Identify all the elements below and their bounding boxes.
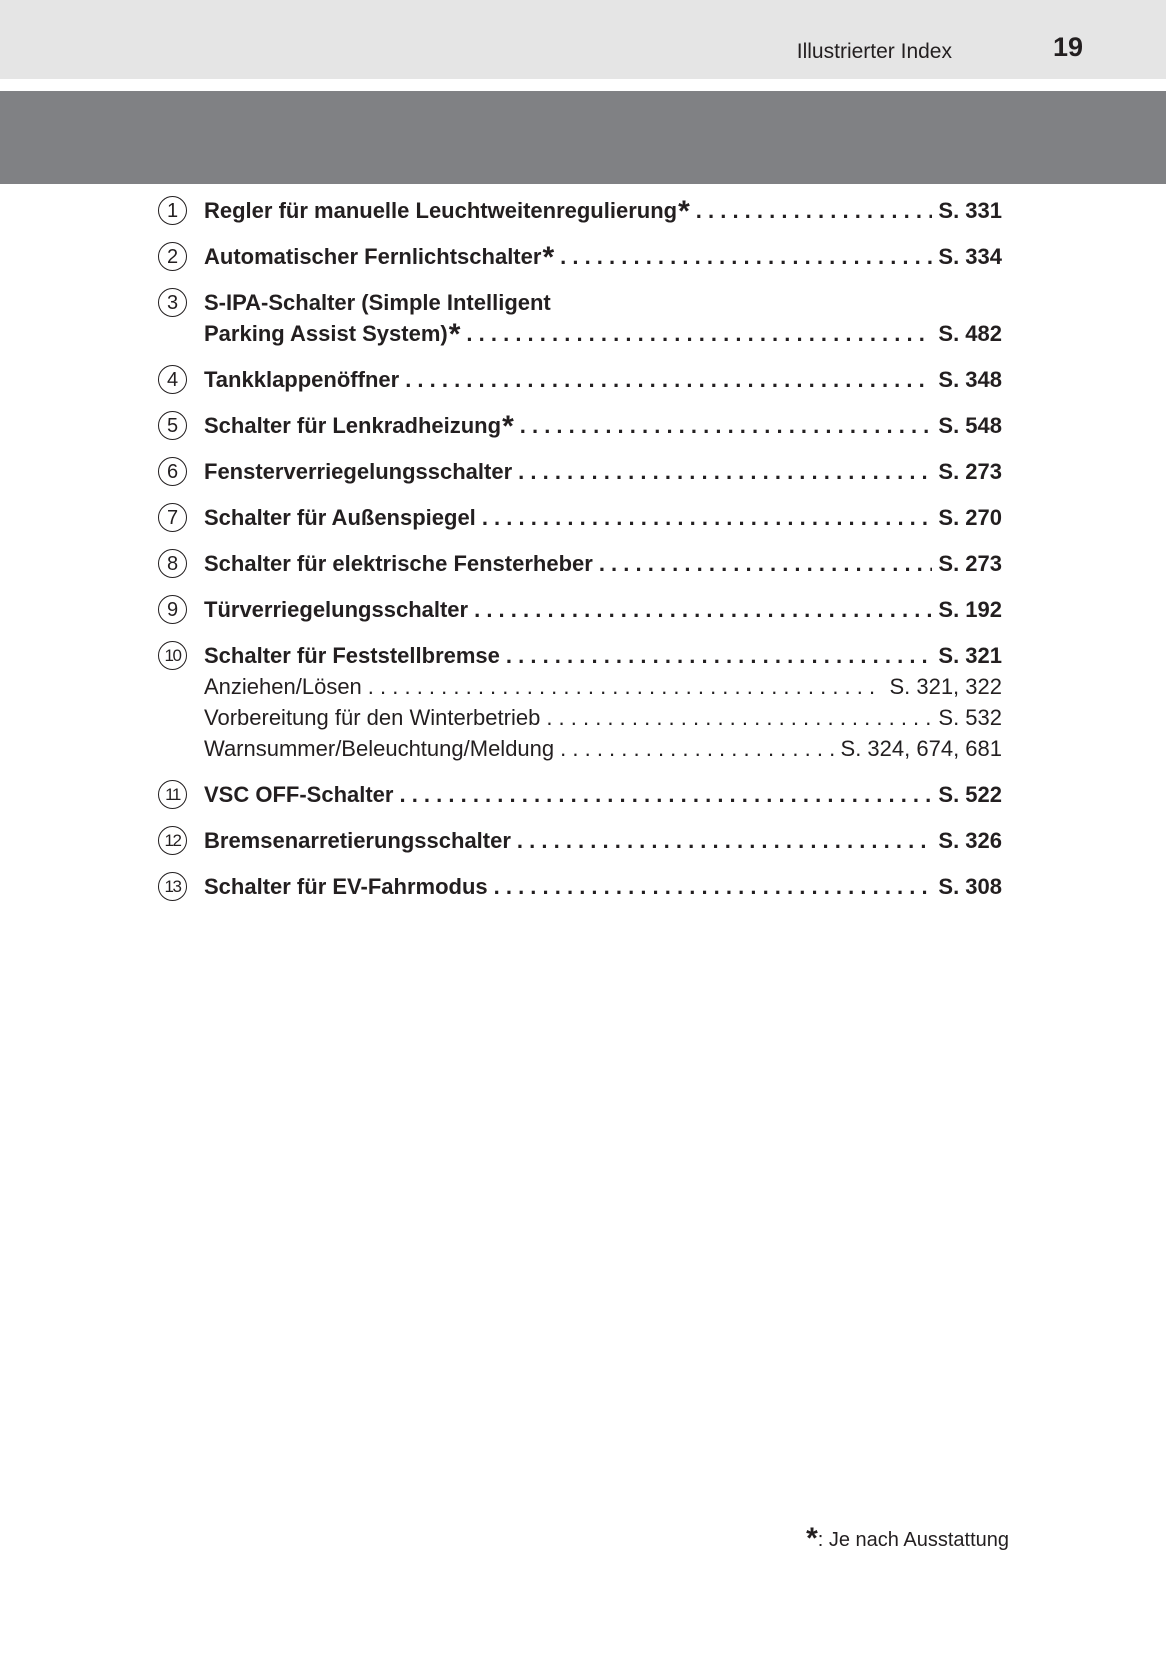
page-reference[interactable]: S. 321, 322 [889, 674, 1002, 699]
sub-entry-label: Warnsummer/Beleuchtung/Meldung [204, 736, 555, 761]
leader-dots [399, 779, 932, 810]
circled-number: 10 [158, 641, 187, 670]
page-reference[interactable]: S. 482 [938, 321, 1002, 346]
header-band [0, 0, 1166, 79]
entry-label: Regler für manuelle Leuchtweitenregulierung [204, 198, 678, 223]
leader-dots [560, 241, 932, 272]
circled-number: 5 [158, 411, 187, 440]
asterisk: * [448, 318, 461, 351]
footnote-asterisk: * [806, 1522, 818, 1555]
entry-label: Automatischer Fernlichtschalter [204, 244, 542, 269]
leader-dots [518, 456, 932, 487]
index-entry [158, 825, 1002, 856]
index-entry [158, 548, 1002, 579]
asterisk: * [542, 241, 555, 274]
circled-number: 7 [158, 503, 187, 532]
entry-label-line1: S-IPA-Schalter (Simple Intelligent [204, 290, 551, 315]
page-reference[interactable]: S. 522 [938, 782, 1002, 807]
leader-dots [517, 825, 932, 856]
header-divider [0, 79, 1166, 91]
leader-dots [546, 702, 932, 733]
entry-label: Türverriegelungsschalter [204, 597, 469, 622]
leader-dots [482, 502, 933, 533]
circled-number: 12 [158, 826, 187, 855]
entry-label: Schalter für EV-Fahrmodus [204, 874, 488, 899]
index-list [158, 195, 1002, 917]
index-entry [158, 241, 1002, 272]
footnote-text: : Je nach Ausstattung [817, 1529, 1009, 1551]
page-reference[interactable]: S. 308 [938, 874, 1002, 899]
entry-label: Bremsenarretierungsschalter [204, 828, 511, 853]
page-reference[interactable]: S. 324, 674, 681 [840, 736, 1002, 761]
leader-dots [696, 195, 933, 226]
page-reference[interactable]: S. 532 [938, 705, 1002, 730]
index-entry [158, 640, 1002, 764]
circled-number: 8 [158, 549, 187, 578]
index-entry [158, 594, 1002, 625]
circled-number: 4 [158, 365, 187, 394]
circled-number: 13 [158, 872, 187, 901]
circled-number: 9 [158, 595, 187, 624]
page-reference[interactable]: S. 548 [938, 413, 1002, 438]
asterisk: * [502, 410, 514, 443]
index-entry [158, 410, 1002, 441]
entry-label: Schalter für Feststellbremse [204, 643, 500, 668]
page-reference[interactable]: S. 348 [938, 367, 1002, 392]
sub-entry-label: Vorbereitung für den Winterbetrieb [204, 705, 541, 730]
leader-dots [474, 594, 932, 625]
page-reference[interactable]: S. 192 [938, 597, 1002, 622]
page-reference[interactable]: S. 273 [938, 459, 1002, 484]
index-entry [158, 779, 1002, 810]
page-reference[interactable]: S. 334 [938, 244, 1002, 269]
entry-label: Schalter für elektrische Fensterheber [204, 551, 593, 576]
leader-dots [599, 548, 933, 579]
index-entry [158, 287, 1002, 349]
entry-label: VSC OFF-Schalter [204, 782, 394, 807]
index-entry [158, 456, 1002, 487]
circled-number: 1 [158, 196, 187, 225]
circled-number: 6 [158, 457, 187, 486]
page-reference[interactable]: S. 270 [938, 505, 1002, 530]
section-title: Illustrierter Index [796, 40, 952, 63]
page-reference[interactable]: S. 273 [938, 551, 1002, 576]
sub-entries [204, 671, 1002, 764]
asterisk: * [678, 195, 690, 228]
index-entry [158, 502, 1002, 533]
index-entry [158, 871, 1002, 902]
sub-entry-label: Anziehen/Lösen [204, 674, 362, 699]
page-number: 19 [1053, 32, 1084, 62]
section-banner [0, 91, 1166, 184]
index-entry [158, 195, 1002, 226]
entry-label: Schalter für Lenkradheizung [204, 413, 502, 438]
entry-label: Fensterverriegelungsschalter [204, 459, 513, 484]
leader-dots [494, 871, 933, 902]
circled-number: 11 [158, 780, 187, 809]
entry-label: Parking Assist System) [204, 321, 448, 346]
footnote [806, 1520, 1009, 1554]
leader-dots [560, 733, 834, 764]
circled-number: 2 [158, 242, 187, 271]
entry-label: Schalter für Außenspiegel [204, 505, 476, 530]
page-reference[interactable]: S. 321 [938, 643, 1002, 668]
leader-dots [368, 671, 884, 702]
index-entry [158, 364, 1002, 395]
leader-dots [506, 640, 932, 671]
leader-dots [520, 410, 933, 441]
page-reference[interactable]: S. 326 [938, 828, 1002, 853]
leader-dots [466, 318, 932, 349]
circled-number: 3 [158, 288, 187, 317]
page-reference[interactable]: S. 331 [938, 198, 1002, 223]
entry-label: Tankklappenöffner [204, 367, 400, 392]
leader-dots [405, 364, 932, 395]
